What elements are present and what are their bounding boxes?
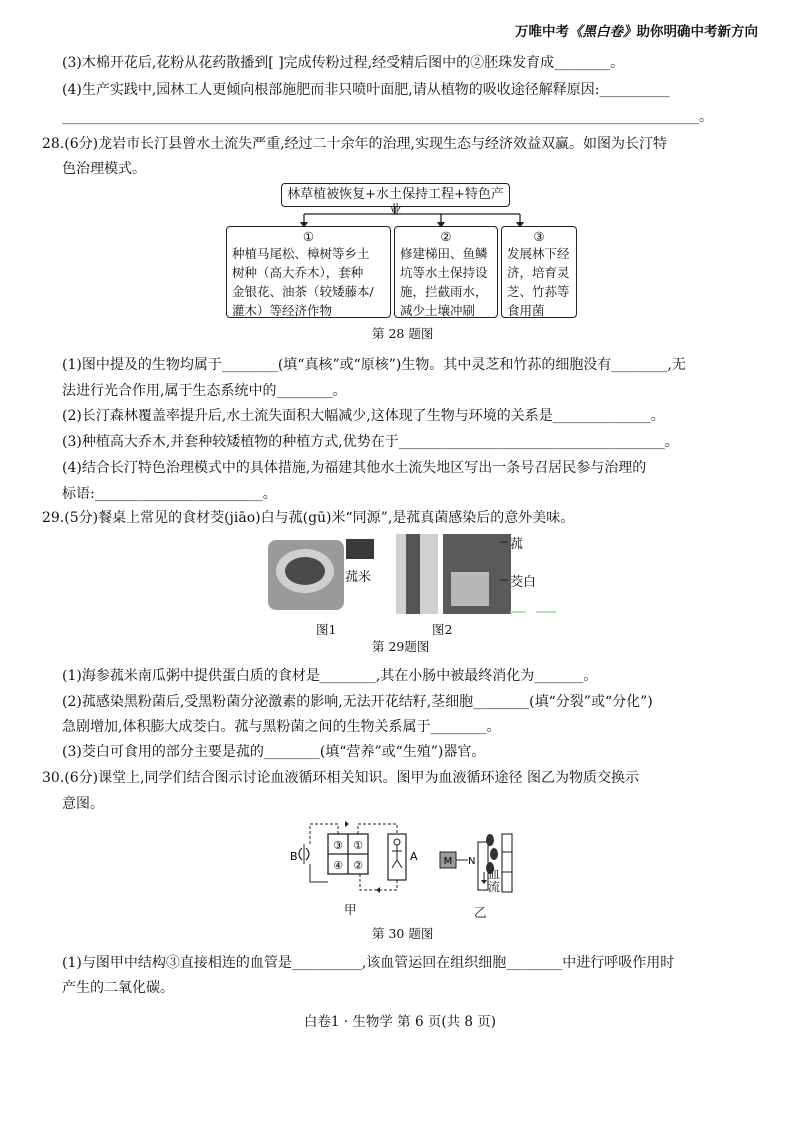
fig30-cell-3: ③ <box>333 839 343 852</box>
fig29-porridge-photo <box>268 540 344 610</box>
fig30-label-a: A <box>410 850 418 863</box>
q28-sub3: (3)种植高大乔木,并套种较矮植物的种植方式,优势在于______________________________________。 <box>62 434 679 450</box>
fig28-box2-line: 减少土壤冲刷 <box>400 303 476 318</box>
fig29-porridge-shape <box>285 557 325 585</box>
q30-sub1: (1)与图甲中结构③直接相连的血管是__________,该血管运回在组织细胞________中进行呼吸作用时 <box>62 955 675 971</box>
fig28-caption: 第 28 题图 <box>372 326 434 341</box>
q28-stem-cont: 色治理模式。 <box>62 161 146 177</box>
fig30-label-m: M <box>443 856 453 867</box>
q29-sub3: (3)茭白可食用的部分主要是菰的________(填“营养”或“生殖”)器官。 <box>62 744 486 760</box>
fig28-box3-num: ③ <box>533 229 545 244</box>
fig30-jia-diagram <box>280 820 430 900</box>
header-prefix: 万唯中考 <box>515 24 569 40</box>
q29-stem: 29.(5分)餐桌上常见的食材茭(jiāo)白与菰(gū)米“同源”,是菰真菌感染后的意外美味。 <box>42 510 575 526</box>
fig28-box3-line: 发展林下经 <box>507 246 570 261</box>
q30-stem-cont: 意图。 <box>62 796 104 812</box>
fig30-label-b: B <box>290 850 298 863</box>
fig28-top-box: 林草植被恢复+水土保持工程+特色产业 <box>281 183 510 207</box>
fig30-yi-diagram <box>438 828 528 900</box>
fig29-stem-shape <box>406 534 420 614</box>
q28-sub4: (4)结合长汀特色治理模式中的具体措施,为福建其他水土流失地区写出一条号召居民参与治理的 <box>62 460 647 476</box>
q28-sub2: (2)长汀森林覆盖率提升后,水土流失面积大幅减少,这体现了生物与环境的关系是______________。 <box>62 408 665 424</box>
q27-sub3: (3)木棉开花后,花粉从花药散播到[ ]完成传粉过程,经受精后图中的②胚珠发育成________。 <box>62 55 625 71</box>
fig30-label-jia: 甲 <box>344 902 357 917</box>
fig30-caption: 第 30 题图 <box>372 926 434 941</box>
fig30-label-yi: 乙 <box>474 905 487 920</box>
page-footer: 白卷1 · 生物学 第 6 页(共 8 页) <box>303 1014 497 1030</box>
fig30-label-blood-2: 流 <box>488 880 501 894</box>
fig29-rice-photo <box>346 539 374 559</box>
q28-stem: 28.(6分)龙岩市长汀县曾水土流失严重,经过二十余年的治理,实现生态与经济效益双赢。如图为长汀特 <box>42 136 667 152</box>
fig28-box3-line: 济，培育灵 <box>507 265 570 280</box>
q28-sub1-cont: 法进行光合作用,属于生态系统中的________。 <box>62 383 347 399</box>
fig29-label-fig1: 图1 <box>316 622 337 637</box>
q27-answer-line: ___________________________________________________________________________________________。 <box>62 109 713 125</box>
header-brand: 《黑白卷》 <box>569 24 637 40</box>
q30-stem: 30.(6分)课堂上,同学们结合图示讨论血液循环相关知识。图甲为血液循环途径 图乙为物质交换示 <box>42 770 639 786</box>
q27-sub4: (4)生产实践中,园林工人更倾向根部施肥而非只喷叶面肥,请从植物的吸收途径解释原因:__________ <box>62 82 670 98</box>
fig29-jiaobai-photo <box>396 534 438 614</box>
fig28-box2-line: 修建梯田、鱼鳞 <box>400 246 488 261</box>
fig28-box2 <box>394 226 498 318</box>
fig30-cell-2: ② <box>353 859 363 872</box>
fig28-box1-line: 树种（高大乔木），套种 <box>232 265 364 280</box>
q29-sub2: (2)菰感染黑粉菌后,受黑粉菌分泌激素的影响,无法开花结籽,茎细胞________(填“分裂”或“分化”) <box>62 694 653 710</box>
fig29-label-gu: 菰 <box>510 537 524 552</box>
fig28-box2-line: 施，拦截雨水， <box>400 284 488 299</box>
fig30-cell-1: ① <box>353 839 363 852</box>
q30-sub1-cont: 产生的二氧化碳。 <box>62 980 174 996</box>
fig28-box3-line: 芝、竹荪等 <box>507 284 570 299</box>
fig28-box2-num: ② <box>440 229 452 244</box>
fig29-caption: 第 29题图 <box>372 639 430 654</box>
fig29-gu-shape <box>451 572 489 606</box>
fig30-cell-4: ④ <box>333 859 343 872</box>
fig30-label-blood <box>488 868 500 894</box>
fig28-box1 <box>226 226 391 318</box>
fig28-box1-num: ① <box>302 229 315 244</box>
fig28-box1-line: 种植马尾松、樟树等乡土 <box>232 246 370 261</box>
fig30-label-blood-1: 血 <box>488 867 501 881</box>
fig28-box3 <box>501 226 577 318</box>
fig29-label-jiaobai: 茭白 <box>510 575 537 590</box>
q28-sub1: (1)图中提及的生物均属于________(填“真核”或“原核”)生物。其中灵芝和竹荪的细胞没有________,无 <box>62 357 686 373</box>
q29-sub1: (1)海参菰米南瓜粥中提供蛋白质的食材是________,其在小肠中被最终消化为_______。 <box>62 668 598 684</box>
fig30-label-n: N <box>468 856 476 867</box>
fig28-box2-line: 坑等水土保持设 <box>400 265 488 280</box>
fig29-label-fig2: 图2 <box>432 622 453 637</box>
q28-sub4-cont: 标语:________________________。 <box>62 486 277 502</box>
fig28-box1-line: 灌木）等经济作物 <box>232 303 333 318</box>
fig28-box1-line: 金银花、油茶（较矮藤本/ <box>232 284 374 299</box>
fig28-box3-line: 食用菌 <box>507 303 545 318</box>
header-suffix: 助你明确中考新方向 <box>636 24 758 40</box>
q29-sub2-cont: 急剧增加,体积膨大成茭白。菰与黑粉菌之间的生物关系属于________。 <box>62 719 501 735</box>
fig29-label-rice: 菰米 <box>345 570 372 585</box>
